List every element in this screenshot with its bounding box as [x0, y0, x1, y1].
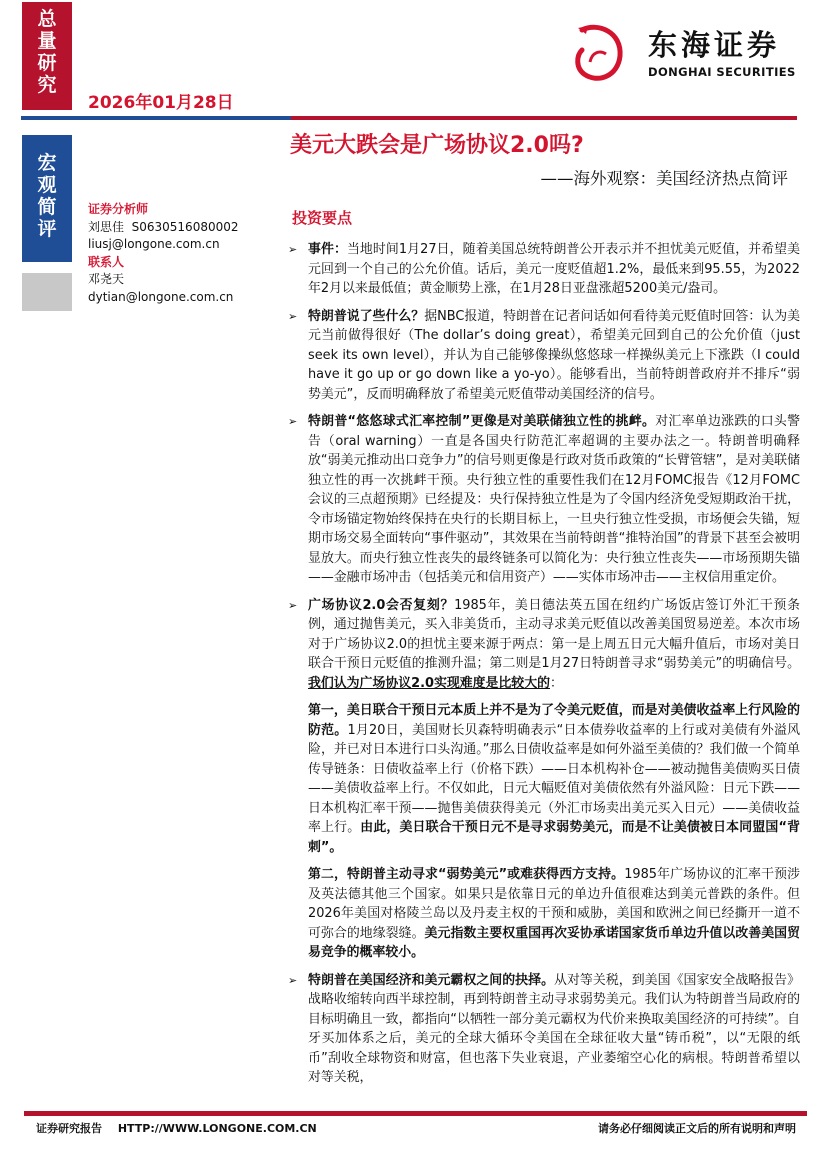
- analyst-info: [88, 201, 239, 306]
- paragraph: [288, 307, 800, 405]
- header-divider-red: [291, 116, 797, 120]
- footer-label: 证券研究报告: [36, 1122, 102, 1135]
- bullet-arrow-icon: ➢: [288, 243, 298, 256]
- report-date: 2026年01月28日: [88, 93, 234, 113]
- body-text: 1985年广场协议的汇率干预涉及英法德其他三个国家。如果只是依靠日元的单边升值很难达到美元普跌的条件。但2026年美国对格陵兰岛以及丹麦主权的干预和威胁，美国和欧洲之间已经撕开一道不可弥合的地缘裂缝。: [308, 867, 800, 941]
- research-type-label: [22, 2, 72, 110]
- emphasis-text: 我们认为广场协议2.0实现难度是比较大的: [308, 675, 550, 691]
- side-label-char: 评: [37, 218, 57, 240]
- analyst-name-id: 刘思佳 S0630516080002: [88, 219, 239, 234]
- paragraph: [288, 865, 800, 963]
- contact-label: 联系人: [88, 254, 125, 269]
- paragraph: [288, 596, 800, 694]
- report-body: [288, 240, 800, 1096]
- emphasis-text: 第一，美日联合干预日元本质上并不是为了令美元贬值，而是对美债收益率上行风险的防范。: [308, 703, 800, 738]
- dragon-logo-icon: [570, 22, 630, 86]
- side-label-char: 宏: [37, 152, 57, 174]
- paragraph: [288, 701, 800, 857]
- header-divider-blue: [21, 116, 291, 120]
- body-text: 1985年，美日德法英五国在纽约广场饭店签订外汇干预条例，通过抛售美元，买入非美货币，主动寻求美元贬值以改善美国贸易逆差。本次市场对于广场协议2.0的担忧主要来源于两点：第一是上周五日元大幅升值后，市场对美日联合干预日元贬值的推测升温；第二则是1月27日特朗普寻求“弱势美元”的明确信号。: [308, 597, 800, 671]
- emphasis-text: 特朗普“悠悠球式汇率控制”更像是对美联储独立性的挑衅。: [308, 414, 656, 429]
- report-type-label: [22, 135, 72, 262]
- contact-name: 邓尧天: [88, 272, 125, 286]
- paragraph: [288, 412, 800, 588]
- footer-disclaimer: 请务必仔细阅读正文后的所有说明和声明: [598, 1122, 796, 1135]
- paragraph: [288, 240, 800, 299]
- body-text: 1月20日，美国财长贝森特明确表示“日本债券收益率的上行或对美债有外溢风险，并已对日本进行口头沟通。”那么日债收益率是如何外溢至美债的？我们做一个简单传导链条：日债收益率上行（价格下跌）——日本机构补仓——被动抛售美债购买日债——美债收益率上行。不仅如此，日元大幅贬值对美债依然有外溢风险：日元下跌——日本机构汇率干预——抛售美债获得美元（外汇市场卖出美元买入日元）——美债收益率上行。: [308, 722, 801, 835]
- bullet-arrow-icon: ➢: [288, 309, 298, 323]
- paragraph: [288, 971, 800, 1088]
- footer-left: [36, 1122, 317, 1136]
- body-text: 对汇率单边涨跌的口头警告（oral warning）一直是各国央行防范汇率超调的主要办法之一。特朗普明确释放“弱美元推动出口竞争力”的信号则更像是行政对货币政策的“长臂管辖”，是对美联储独立性的再一次挑衅干预。央行独立性的重要性我们在12月FOMC报告《12月FOMC会议的三点超预期》已经提及：央行保持独立性是为了令国内经济免受短期政治干扰，令市场锚定物始终保持在央行的长期目标上，一旦央行独立性受损，市场便会失锚，短期市场交易全面转向“事件驱动”，其效果在当前特朗普“推特治国”的背景下甚至会被明显放大。而央行独立性丧失的最终链条可以简化为：央行独立性丧失——市场预期失锚——金融市场冲击（包括美元和信用资产）——实体市场冲击——主权信用重定价。: [308, 414, 800, 585]
- report-subtitle: ——海外观察：美国经济热点简评: [540, 169, 788, 188]
- body-text: 据NBC报道，特朗普在记者问话如何看待美元贬值时回答：认为美元当前做得很好（The dollar’s doing great），希望美元回到自己的公允价值（just seek its own level），并认为自己能够像操纵悠悠球一样操纵美元上下涨跌（I could have it go up or go down like a yo-yo）。能够看出，当前特朗普政府并不排斥“弱势美元”，反而明确释放了希望美元贬值带动美国经济的信号。: [308, 308, 800, 402]
- emphasis-text: 第二，特朗普主动寻求“弱势美元”或难获得西方支持。: [308, 867, 625, 882]
- emphasis-text: 广场协议2.0会否复刻？: [308, 597, 455, 613]
- emphasis-text: 事件：: [308, 242, 347, 257]
- analyst-label: 证券分析师: [88, 202, 149, 216]
- side-label-char: 研: [37, 52, 57, 74]
- side-label-char: 总: [37, 8, 57, 30]
- bullet-arrow-icon: ➢: [288, 415, 298, 428]
- section-heading: 投资要点: [292, 209, 353, 227]
- analyst-email[interactable]: liusj@longone.com.cn: [88, 237, 220, 251]
- emphasis-text: 美元指数主要权重国再次妥协承诺国家货币单边升值以改善美国贸易竞争的概率较小。: [308, 925, 801, 960]
- side-label-char: 究: [37, 74, 57, 96]
- bullet-arrow-icon: ➢: [288, 598, 298, 612]
- bullet-arrow-icon: ➢: [288, 973, 298, 987]
- footer-url[interactable]: HTTP://WWW.LONGONE.COM.CN: [117, 1122, 317, 1135]
- contact-email[interactable]: dytian@longone.com.cn: [88, 289, 234, 304]
- emphasis-text: 特朗普在美国经济和美元霸权之间的抉择。: [308, 972, 555, 988]
- brand-name-en: DONGHAI SECURITIES: [648, 65, 796, 79]
- side-label-char: 简: [37, 196, 57, 218]
- emphasis-text: 特朗普说了些什么？: [308, 308, 425, 324]
- side-label-char: 观: [37, 174, 57, 196]
- body-text: 当地时间1月27日，随着美国总统特朗普公开表示并不担忧美元贬值，并希望美元回到一个自己的公允价值。话后，美元一度贬值超1.2%，最低来到95.55，为2022年2月以来最低值；黄金顺势上涨，在1月28日亚盘涨超5200美元/盎司。: [308, 242, 801, 296]
- footer-divider: [24, 1111, 807, 1116]
- body-text: ：: [549, 675, 563, 691]
- side-label-char: 量: [37, 30, 57, 52]
- body-text: 从对等关税，到美国《国家安全战略报告》战略收缩转向西半球控制，再到特朗普主动寻求弱势美元。我们认为特朗普当局政府的目标明确且一致，都指向“以牺牲一部分美元霸权为代价来换取美国经济的可持续”。自牙买加体系之后，美元的全球大循环令美国在全球征收大量“铸币税”，以“无限的纸币”刮收全球物资和财富，但也落下失业衰退，产业萎缩空心化的病根。特朗普希望以对等关税，: [308, 972, 801, 1085]
- side-decoration: [22, 273, 72, 311]
- report-title: 美元大跌会是广场协议2.0吗?: [290, 133, 584, 158]
- emphasis-text: 由此，美日联合干预日元不是寻求弱势美元，而是不让美债被日本同盟国“背刺”。: [308, 820, 800, 855]
- brand-logo: [570, 22, 796, 86]
- brand-name-cn: 东海证券: [648, 28, 781, 62]
